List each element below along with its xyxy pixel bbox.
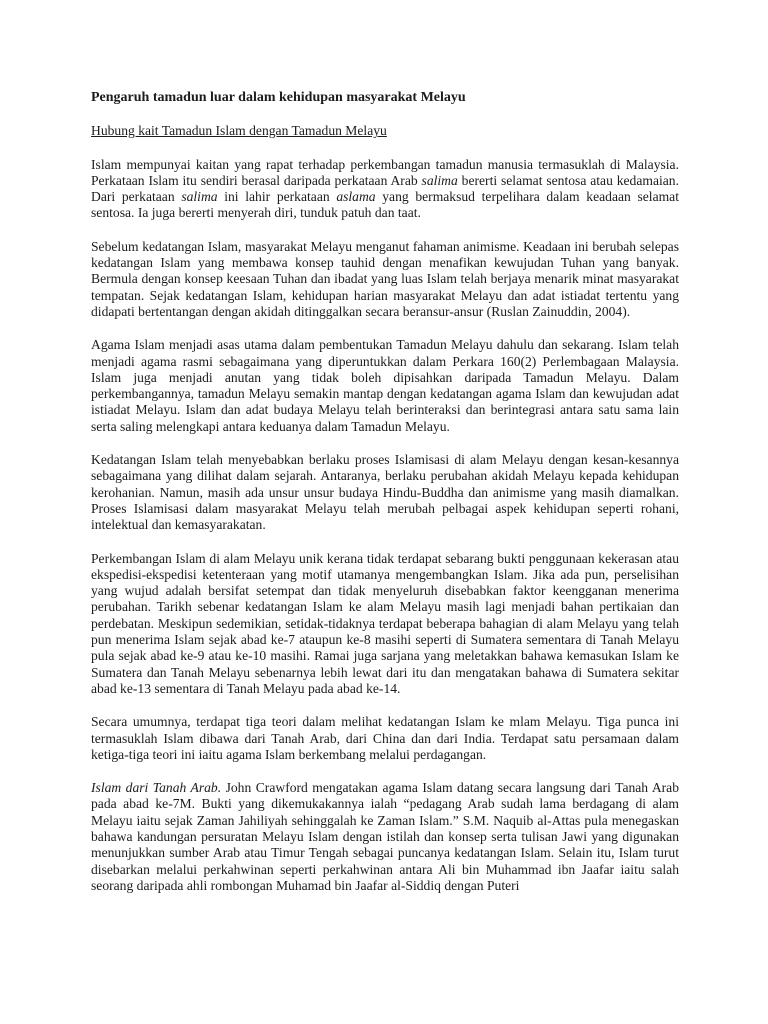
paragraph-5: Perkembangan Islam di alam Melayu unik kerana tidak terdapat sebarang bukti penggunaan kekerasan atau ekspedisi-ekspedisi ketenteraan yang motif utamanya mengembangkan Islam. Jika ada pun, perselisihan yang wujud adalah bersifat setempat dan tidak menyeluruh disebabkan faktor keengganan menerima perubahan. Tarikh sebenar kedatangan Islam ke alam Melayu masih lagi menjadi bahan pertikaian dan perdebatan. Meskipun sedemikian, setidak-tidaknya terdapat beberapa bahagian di alam Melayu yang telah pun menerima Islam sejak abad ke-7 ataupun ke-8 masihi seperti di Sumatera sementara di Tanah Melayu pula sejak abad ke-9 atau ke-10 masihi. Ramai juga sarjana yang meletakkan bahawa kemasukan Islam ke Sumatera dan Tanah Melayu sebenarnya lebih lewat dari itu dan mengatakan bahawa di Sumatera sekitar abad ke-13 sementara di Tanah Melayu pada abad ke-14.: [91, 550, 679, 696]
paragraph-6: Secara umumnya, terdapat tiga teori dalam melihat kedatangan Islam ke mlam Melayu. Tiga punca ini termasuklah Islam dibawa dari Tanah Arab, dari China dan dari India. Terdapat satu persamaan dalam ketiga-tiga teori ini iaitu agama Islam berkembang melalui perdagangan.: [91, 714, 679, 762]
paragraph-2: Sebelum kedatangan Islam, masyarakat Melayu menganut fahaman animisme. Keadaan ini berubah selepas kedatangan Islam yang membawa konsep tauhid dengan menafikan kewujudan Tuhan yang banyak. Bermula dengan konsep keesaan Tuhan dan ibadat yang luas Islam telah berjaya menarik minat masyarakat tempatan. Sejak kedatangan Islam, kehidupan harian masyarakat Melayu dan adat istiadat tertentu yang didapati bertentangan dengan akidah ditinggalkan secara beransur-ansur (Ruslan Zainuddin, 2004).: [91, 238, 679, 319]
paragraph-1-term-salima-2: salima: [181, 189, 218, 205]
section-subtitle: Hubung kait Tamadun Islam dengan Tamadun Melayu: [91, 123, 387, 139]
paragraph-4: Kedatangan Islam telah menyebabkan berlaku proses Islamisasi di alam Melayu dengan kesan-kesannya sebagaimana yang dilihat dalam sejarah. Antaranya, berlaku perubahan akidah Melayu kepada kehidupan kerohanian. Namun, masih ada unsur unsur budaya Hindu-Buddha dan animisme yang masih diamalkan. Proses Islamisasi dalam masyarakat Melayu telah merubah pelbagai aspek kehidupan seperti rohani, intelektual dan kemasyarakatan.: [91, 452, 679, 533]
paragraph-1-term-aslama: aslama: [336, 189, 376, 205]
paragraph-1: [91, 157, 679, 222]
paragraph-3: Agama Islam menjadi asas utama dalam pembentukan Tamadun Melayu dahulu dan sekarang. Islam telah menjadi agama rasmi sebagaimana yang diperuntukkan dalam Perkara 160(2) Perlembagaan Malaysia. Islam juga menjadi anutan yang tidak boleh dipisahkan daripada Tamadun Melayu. Dalam perkembangannya, tamadun Melayu semakin mantap dengan kedatangan agama Islam dan kewujudan adat istiadat Melayu. Islam dan adat budaya Melayu telah berinteraksi dan berintegrasi antara satu sama lain serta saling melengkapi antara keduanya dalam Tamadun Melayu.: [91, 337, 679, 434]
document-page: [91, 90, 679, 911]
paragraph-1-text-a: Islam mempunyai kaitan yang rapat terhadap perkembangan tamadun manusia termasuklah di Malaysia. Perkataan Islam itu sendiri berasal daripada perkataan Arab: [91, 156, 679, 188]
paragraph-7: [91, 780, 679, 894]
paragraph-1-text-d: yang bermaksud terpelihara dalam keadaan selamat sentosa. Ia juga bererti menyerah diri, tunduk patuh dan taat.: [91, 189, 679, 221]
paragraph-1-text-c: ini lahir perkataan: [217, 189, 337, 205]
paragraph-1-term-salima: salima: [421, 172, 458, 188]
paragraph-1-text-b: bererti selamat sentosa atau kedamaian. Dari perkataan: [91, 172, 679, 205]
paragraph-7-lead: Islam dari Tanah Arab.: [91, 780, 222, 796]
paragraph-7-body: John Crawford mengatakan agama Islam datang secara langsung dari Tanah Arab pada abad ke-7M. Bukti yang dikemukakannya ialah “pedagang Arab sudah lama berdagang di alam Melayu iaitu sejak Zaman Jahiliyah sehinggalah ke Zaman Islam.” S.M. Naquib al-Attas pula menegaskan bahawa kandungan persuratan Melayu Islam dengan istilah dan konsep serta tulisan Jawi yang digunakan menunjukkan sumber Arab atau Timur Tengah sebagai puncanya kedatangan Islam. Selain itu, Islam turut disebarkan melalui perkahwinan seperti perkahwinan antara Ali bin Muhammad ibn Jaafar iaitu salah seorang daripada ahli rombongan Muhamad bin Jaafar al-Siddiq dengan Puteri: [91, 780, 679, 893]
document-title: Pengaruh tamadun luar dalam kehidupan masyarakat Melayu: [91, 90, 466, 105]
